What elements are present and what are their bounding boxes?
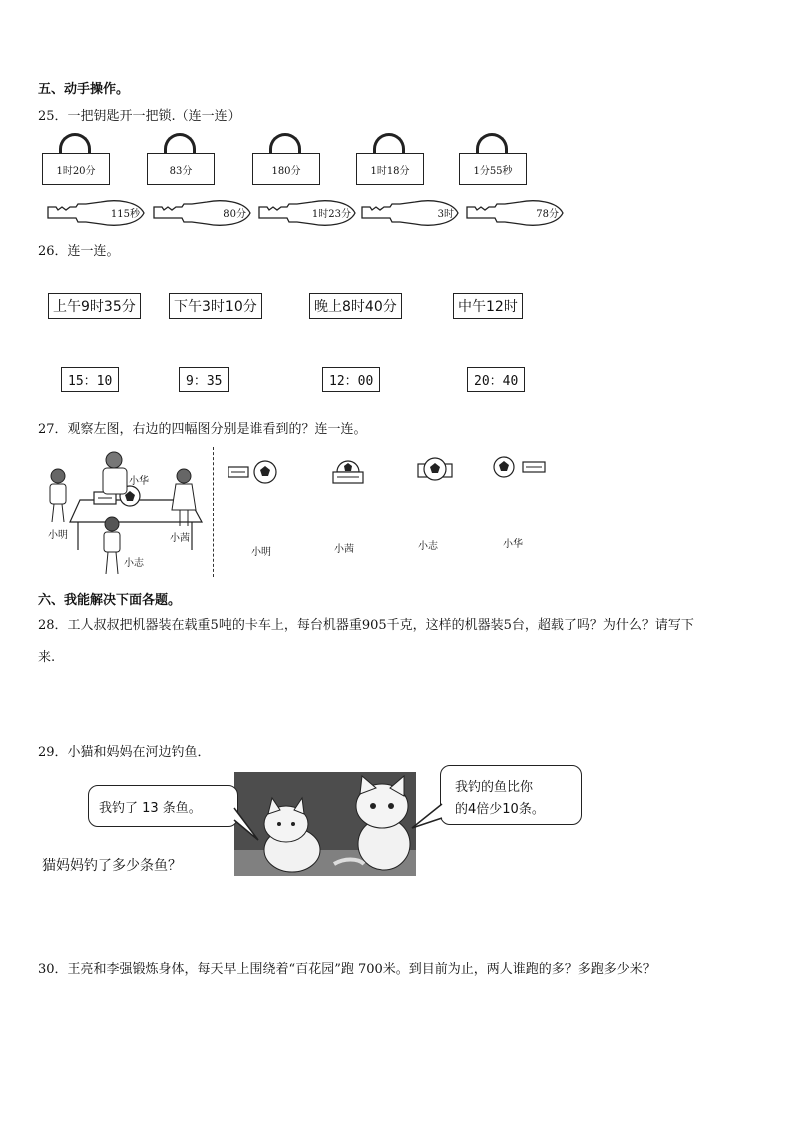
time-text-box-2: 下午3时10分 bbox=[169, 293, 262, 319]
question-26-text: 26．连一连。 bbox=[38, 244, 120, 259]
digital-time-box-2: 9：35 bbox=[179, 367, 229, 392]
view-4-figure bbox=[493, 455, 549, 485]
digital-time-box-1: 15：10 bbox=[61, 367, 119, 392]
view-1-figure bbox=[228, 459, 284, 489]
lock-2-label: 83分 bbox=[147, 153, 215, 185]
ball-and-box-icon bbox=[493, 455, 549, 481]
key-4 bbox=[360, 199, 460, 227]
key-1-label: 115秒 bbox=[110, 209, 140, 220]
lock-1-label: 1时20分 bbox=[42, 153, 110, 185]
key-3 bbox=[257, 199, 357, 227]
question-27-text: 27．观察左图，右边的四幅图分别是谁看到的？连一连。 bbox=[38, 422, 367, 437]
ball-behind-box-icon bbox=[332, 460, 364, 486]
lock-5-label: 1分55秒 bbox=[459, 153, 527, 185]
view-2-label: 小茜 bbox=[334, 544, 354, 555]
mother-speech-line-2: 的4倍少10条。 bbox=[455, 802, 545, 817]
section-5-title: 五、动手操作。 bbox=[38, 82, 130, 97]
key-5-label: 78分 bbox=[536, 209, 559, 220]
key-4-label: 3时 bbox=[437, 209, 454, 220]
kitten-speech-bubble bbox=[88, 785, 238, 827]
mother-speech-bubble bbox=[440, 765, 582, 825]
view-2-figure bbox=[332, 460, 364, 490]
key-2 bbox=[152, 199, 252, 227]
mother-bubble-tail-icon bbox=[410, 802, 444, 832]
scene-label-xiaoqian: 小茜 bbox=[170, 533, 190, 544]
time-text-box-4: 中午12时 bbox=[453, 293, 523, 319]
time-text-box-1: 上午9时35分 bbox=[48, 293, 141, 319]
key-5 bbox=[465, 199, 565, 227]
section-6-title: 六、我能解决下面各题。 bbox=[38, 593, 182, 608]
scene-illustration bbox=[40, 448, 210, 580]
kitten-bubble-tail-icon bbox=[230, 806, 260, 842]
lock-3-label: 180分 bbox=[252, 153, 320, 185]
lock-4-label: 1时18分 bbox=[356, 153, 424, 185]
question-29-prompt: 猫妈妈钓了多少条鱼？ bbox=[42, 858, 182, 874]
scene-label-xiaoming: 小明 bbox=[48, 530, 68, 541]
box-and-ball-icon bbox=[228, 459, 284, 485]
cats-fishing-illustration bbox=[234, 772, 416, 876]
question-25-text: 25．一把钥匙开一把锁.（连一连） bbox=[38, 109, 241, 124]
view-3-label: 小志 bbox=[418, 541, 438, 552]
ball-in-front-of-box-icon bbox=[416, 456, 456, 484]
question-28-line-2: 来. bbox=[38, 650, 56, 665]
scene-label-xiaohua: 小华 bbox=[129, 476, 149, 487]
cats-fishing-picture bbox=[234, 772, 416, 876]
question-28-line-1: 28．工人叔叔把机器装在载重5吨的卡车上，每台机器重905千克，这样的机器装5台，超载了吗？为什么？请写下 bbox=[38, 618, 694, 633]
lock-5 bbox=[459, 133, 529, 185]
question-30-text: 30．王亮和李强锻炼身体，每天早上围绕着“百花园”跑 700米。到目前为止，两人谁跑的多？多跑多少米？ bbox=[38, 962, 656, 977]
scene-label-xiaozhi: 小志 bbox=[124, 558, 144, 569]
lock-2 bbox=[147, 133, 217, 185]
key-2-label: 80分 bbox=[223, 209, 246, 220]
lock-3 bbox=[252, 133, 322, 185]
kitten-speech-text: 我钓了 13 条鱼。 bbox=[99, 801, 202, 816]
digital-time-box-3: 12：00 bbox=[322, 367, 380, 392]
lock-1 bbox=[42, 133, 112, 185]
view-1-label: 小明 bbox=[251, 547, 271, 558]
question-29-text: 29．小猫和妈妈在河边钓鱼． bbox=[38, 745, 211, 760]
view-4-label: 小华 bbox=[503, 539, 523, 550]
mother-speech-line-1: 我钓的鱼比你 bbox=[455, 780, 534, 795]
digital-time-box-4: 20：40 bbox=[467, 367, 525, 392]
lock-4 bbox=[356, 133, 426, 185]
view-3-figure bbox=[416, 456, 456, 488]
key-1 bbox=[46, 199, 146, 227]
time-text-box-3: 晚上8时40分 bbox=[309, 293, 402, 319]
dashed-divider bbox=[213, 447, 214, 577]
key-3-label: 1时23分 bbox=[311, 209, 351, 220]
